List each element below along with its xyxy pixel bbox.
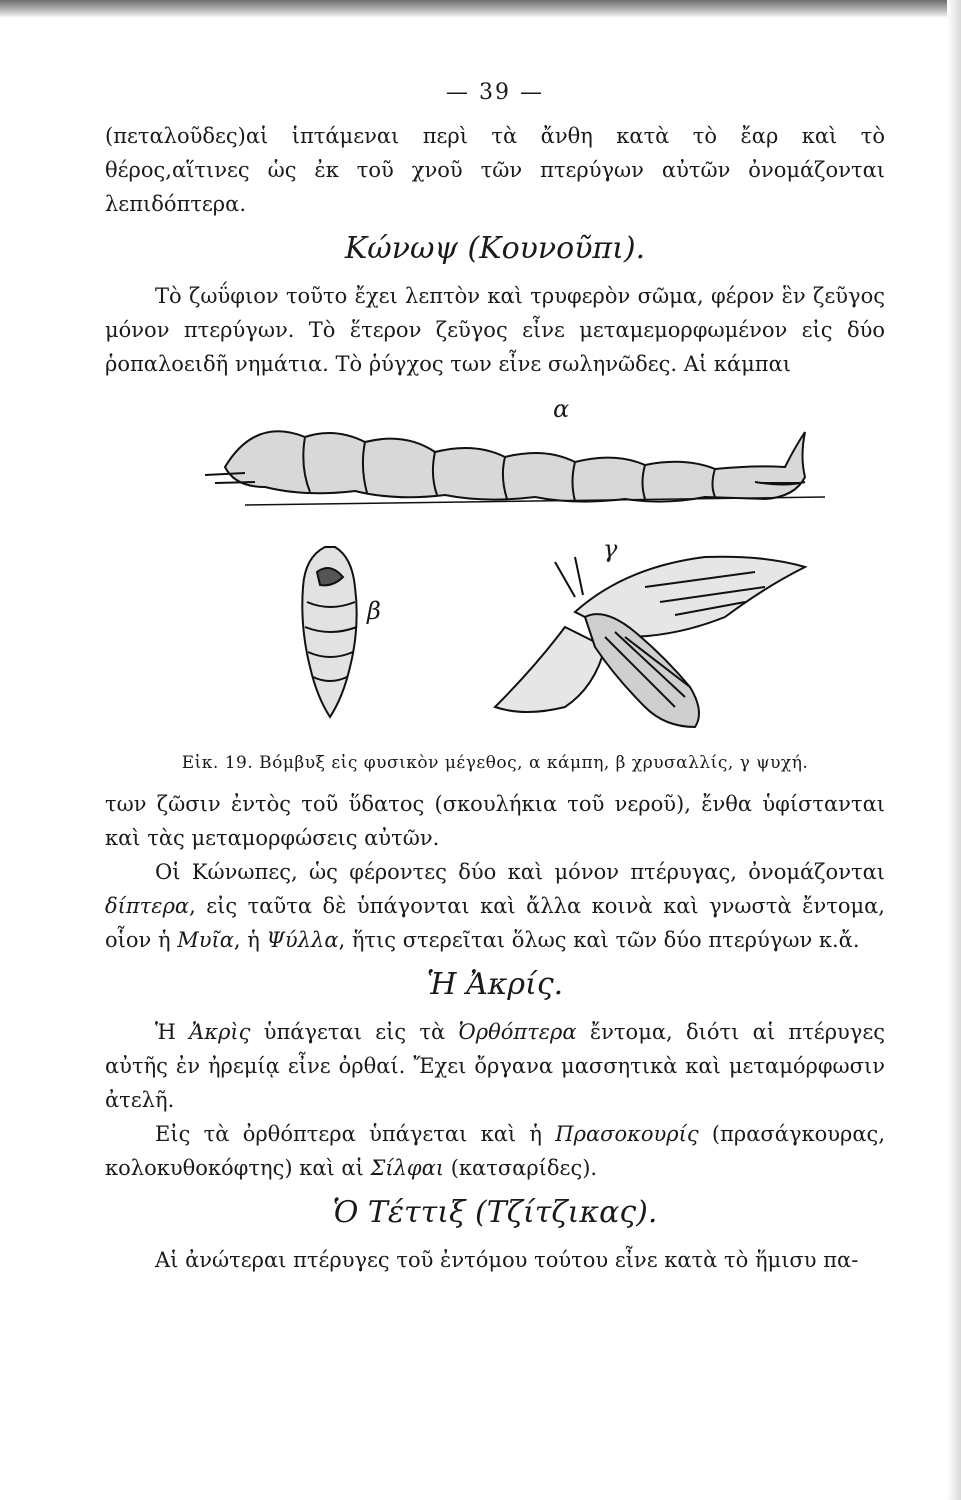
text-run: ὑπάγεται εἰς τὰ	[250, 1020, 459, 1044]
label-gamma: γ	[603, 535, 618, 563]
term-myia: Μυῖα	[177, 928, 234, 952]
chrysalis-drawing	[302, 547, 357, 717]
paragraph-tettix: Αἱ ἀνώτεραι πτέρυγες τοῦ ἐντόμου τούτου εἶνε κατὰ τὸ ἥμισυ πα-	[155, 1248, 859, 1272]
scan-right-edge	[947, 0, 961, 1500]
book-page	[105, 80, 885, 1470]
label-alpha: α	[553, 395, 570, 423]
term-akris: Ἀκρὶς	[189, 1020, 251, 1044]
heading-akris: Ἡ Ἀκρίς.	[426, 967, 564, 1002]
term-silphai: Σίλφαι	[370, 1156, 445, 1180]
text-run: Ἡ	[155, 1020, 190, 1044]
paragraph-diptera	[105, 855, 885, 957]
page-number: — 39 —	[446, 80, 544, 105]
paragraph-konops-body: Τὸ ζωΰφιον τοῦτο ἔχει λεπτὸν καὶ τρυφερὸν σῶμα, φέρον ἓν ζεῦγος μόνον πτερύγων. Τὸ ἕτερον ζεῦγος εἶνε μεταμεμορφωμένον εἰς δύο ῥοπαλοειδῆ νημάτια. Τὸ ῥύγχος των εἶνε σωληνῶδες. Αἱ κάμπαι	[105, 284, 885, 376]
text-run: (κατσαρίδες).	[444, 1156, 598, 1180]
term-orthoptera: Ὀρθόπτερα	[458, 1020, 577, 1044]
text-run: , εἰς ταῦτα δὲ ὑπάγονται καὶ ἄλλα κοινὰ καὶ γνωστὰ ἔντομα, οἷον ἡ	[105, 894, 885, 952]
heading-konops: Κώνωψ (Κουνοῦπι).	[344, 231, 646, 266]
text-run: Εἰς τὰ ὀρθόπτερα ὑπάγεται καὶ ἡ	[155, 1122, 556, 1146]
term-diptera: δίπτερα	[105, 894, 190, 918]
term-prasokouris: Πρασοκουρίς	[555, 1122, 699, 1146]
text-run: Οἱ Κώνωπες, ὡς φέροντες δύο καὶ μόνον πτέρυγας, ὀνομάζονται	[155, 860, 885, 884]
text-run: (πρασάγκουρας, κολοκυθοκόφτης) καὶ αἱ	[105, 1122, 885, 1180]
text-run: ἔντομα, διότι αἱ πτέρυγες αὐτῆς ἐν ἠρεμίᾳ εἶνε ὀρθαί. Ἔχει ὄργανα μασσητικὰ καὶ μεταμόρφωσιν ἀτελῆ.	[105, 1020, 885, 1112]
paragraph-akris	[105, 1015, 885, 1117]
text-run: , ἥτις στερεῖται ὅλως καὶ τῶν δύο πτερύγων κ.ἄ.	[338, 928, 860, 952]
silkworm-illustration	[105, 387, 885, 747]
paragraph-orthoptera	[105, 1117, 885, 1185]
figure-caption: Εἰκ. 19. Βόμβυξ εἰς φυσικὸν μέγεθος, α κάμπη, β χρυσαλλίς, γ ψυχή.	[181, 753, 809, 773]
paragraph-larvae: των ζῶσιν ἐντὸς τοῦ ὕδατος (σκουλήκια τοῦ νεροῦ), ἔνθα ὑφίστανται καὶ τὰς μεταμορφώσεις αὐτῶν.	[105, 792, 885, 850]
scan-top-edge	[0, 0, 961, 18]
caterpillar-drawing	[205, 431, 825, 505]
paragraph-lepidoptera: (πεταλοῦδες)αἱ ἱπτάμεναι περὶ τὰ ἄνθη κατὰ τὸ ἔαρ καὶ τὸ θέρος,αἵτινες ὡς ἐκ τοῦ χνοῦ τῶν πτερύγων αὐτῶν ὀνομάζονται λεπιδόπτερα.	[105, 124, 885, 216]
term-psylla: Ψύλλα	[266, 928, 339, 952]
figure-silkworm	[105, 387, 885, 747]
heading-tettix: Ὁ Τέττιξ (Τζίτζικας).	[332, 1195, 658, 1230]
moth-drawing	[495, 557, 805, 727]
text-run: , ἡ	[233, 928, 267, 952]
label-beta: β	[367, 597, 381, 625]
